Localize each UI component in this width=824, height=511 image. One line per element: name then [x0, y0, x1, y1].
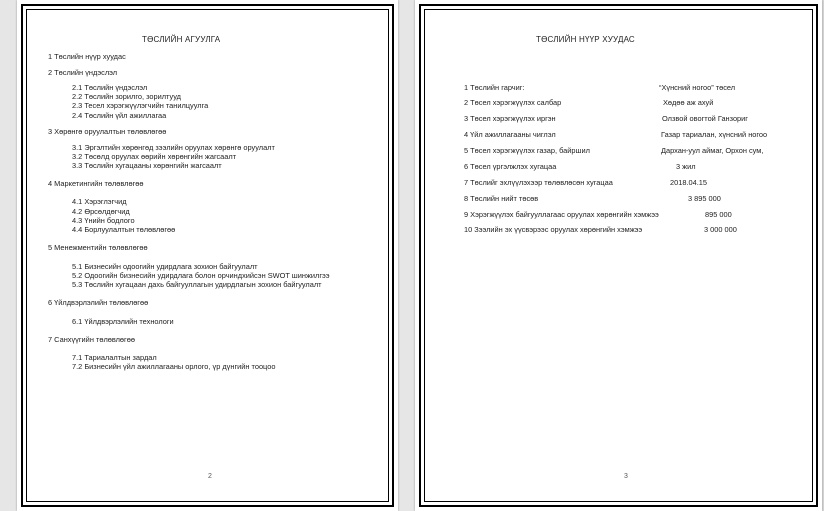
cover-title: ТӨСЛИЙН НҮҮР ХУУДАС [536, 35, 635, 44]
field-value: Олзвой овогтой Ганзориг [662, 114, 748, 123]
field-label: 4 Үйл ажиллагааны чиглэл [464, 130, 556, 139]
toc-item[interactable]: 5 Менежментийн төлөвлөгөө [48, 243, 148, 252]
document-page-2 [17, 0, 398, 511]
toc-item[interactable]: 1 Төслийн нүүр хуудас [48, 52, 126, 61]
toc-item[interactable]: 4.1 Хэрэглэгчид [72, 197, 127, 206]
toc-item[interactable]: 4.3 Үнийн бодлого [72, 216, 135, 225]
field-label: 7 Төслийг эхлүүлэхээр төлөвлөсөн хугацаа [464, 178, 613, 187]
field-label: 6 Төсел үргэлжлэх хугацаа [464, 162, 557, 171]
toc-item[interactable]: 5.1 Бизнесийн одоогийн удирдлага зохион байгуулалт [72, 262, 258, 271]
field-value: 3 000 000 [704, 225, 737, 234]
toc-item[interactable]: 2.1 Төслийн үндэслэл [72, 83, 148, 92]
field-value: Хөдөө аж ахуй [663, 98, 714, 107]
field-label: 5 Төсел хэрэгжүүлэх газар, байршил [464, 146, 590, 155]
field-value: 3 жил [676, 162, 696, 171]
workspace-gutter [0, 0, 17, 511]
page-border-outer [21, 4, 394, 507]
toc-item[interactable]: 2 Төслийн үндэслэл [48, 68, 118, 77]
toc-item[interactable]: 5.3 Төслийн хугацаан дахь байгууллагын удирдлагын зохион байгуулалт [72, 280, 322, 289]
field-label: 8 Төслийн нийт төсөв [464, 194, 539, 203]
page-number: 3 [624, 473, 628, 480]
field-value: Газар тариалан, хүнсний ногоо [661, 130, 768, 139]
toc-item[interactable]: 3.2 Төсөлд оруулах өөрийн хөрөнгийн жагсаалт [72, 152, 237, 161]
field-value: 2018.04.15 [670, 178, 707, 187]
toc-item[interactable]: 6 Үйлдвэрлэлийн төлөвлөгөө [48, 298, 149, 307]
toc-item[interactable]: 3 Хөрөнгө оруулалтын төлөвлөгөө [48, 127, 167, 136]
toc-item[interactable]: 5.2 Одоогийн бизнесийн удирдлага болон орчиндхийсэн SWOT шинжилгээ [72, 271, 330, 280]
page-gap [398, 0, 415, 511]
toc-item[interactable]: 4.4 Борлуулалтын төлөвлөгөө [72, 225, 176, 234]
field-label: 3 Төсел хэрэгжүүлэх иргэн [464, 114, 556, 123]
document-page-3 [415, 0, 822, 511]
toc-item[interactable]: 2.4 Төслийн үйл ажиллагаа [72, 111, 167, 120]
toc-item[interactable]: 2.3 Тесел хэрэгжүүлэгчийн танилцуулга [72, 101, 209, 110]
field-label: 2 Төсел хэрэгжүүлэх салбар [464, 98, 562, 107]
toc-item[interactable]: 4 Маркетингийн төлөвлөгөө [48, 179, 144, 188]
field-value: Дархан-уул аймаг, Орхон сум, [661, 146, 764, 155]
field-value: “Хүнсний ногоо” төсел [659, 83, 736, 92]
toc-item[interactable]: 6.1 Үйлдвэрлэлийн технологи [72, 317, 174, 326]
toc-item[interactable]: 7.2 Бизнесийн үйл ажиллагааны орлого, үр дүнгийн тооцоо [72, 362, 276, 371]
field-value: 895 000 [705, 210, 732, 219]
toc-item[interactable]: 7 Санхүүгийн төлөвлөгөө [48, 335, 135, 344]
field-label: 10 Зээлийн эх үүсвэрээс оруулах хөрөнгийн хэмжээ [464, 225, 643, 234]
toc-item[interactable]: 7.1 Тариалалтын зардал [72, 353, 157, 362]
toc-item[interactable]: 2.2 Төслийн зорилго, зорилтууд [72, 92, 181, 101]
toc-item[interactable]: 3.3 Төслийн хугацааны хөрөнгийн жагсаалт [72, 161, 222, 170]
field-value: 3 895 000 [688, 194, 721, 203]
field-label: 9 Хэрэгжүүлэх байгууллагаас оруулах хөрөнгийн хэмжээ [464, 210, 659, 219]
toc-item[interactable]: 4.2 Өрсөлдөгчид [72, 207, 130, 216]
page-number: 2 [208, 473, 212, 480]
toc-title: ТӨСЛИЙН АГУУЛГА [142, 35, 221, 44]
toc-item[interactable]: 3.1 Эргэлтийн хөрөнгөд зээлийн оруулах хөрөнгө оруулалт [72, 143, 275, 152]
page-border-outer [419, 4, 818, 507]
field-label: 1 Төслийн гарчиг: [464, 83, 525, 92]
